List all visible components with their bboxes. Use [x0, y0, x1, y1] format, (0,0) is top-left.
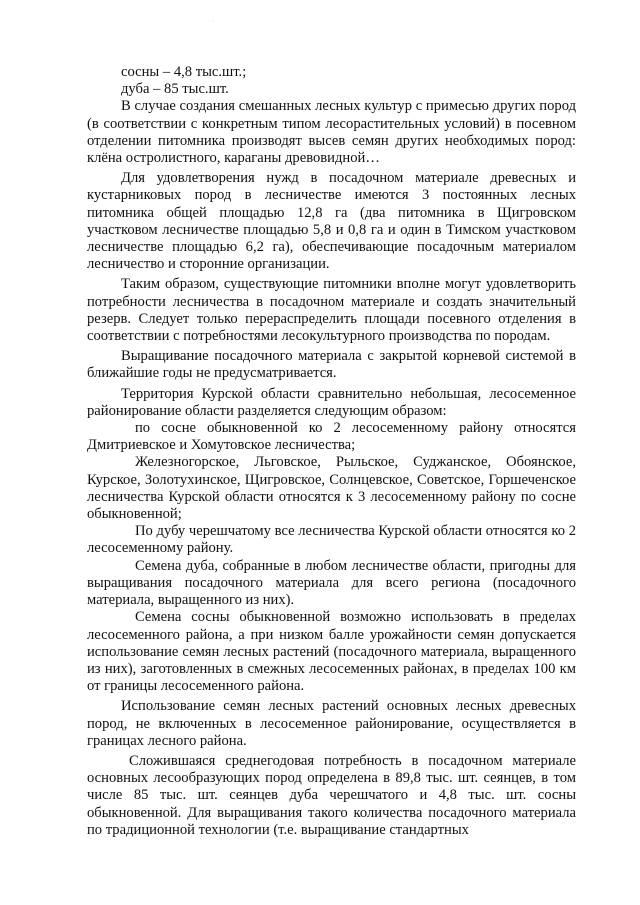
paragraph-oak-count: дуба – 85 тыс.шт.	[121, 81, 229, 98]
document-body	[87, 64, 576, 839]
paragraph-pine-seeds: Семена сосны обыкновенной возможно использовать в пределах лесосеменного района, а при низком балле урожайности семян допускается использование семян лесных растений (посадочного материала, выращенного из них), заготовленных в смежных лесосеменных районах, в пределах 100 км от границы лесосеменного района.	[87, 609, 576, 695]
paragraph-nurseries: Для удовлетворения нужд в посадочном материале древесных и кустарниковых пород в лесничестве имеются 3 постоянных лесных питомника общей площадью 12,8 га (два питомника в Щигровском участковом лесничестве площадью 5,8 и 0,8 га и один в Тимском участковом лесничестве площадью 6,2 га), обеспечивающие посадочным материалом лесничество и сторонние организации.	[87, 170, 576, 273]
paragraph-zoning: Территория Курской области сравнительно небольшая, лесосеменное районирование области разделяется следующим образом:	[87, 385, 576, 419]
page-mark: ˑ	[212, 17, 215, 27]
paragraph-annual-demand: Сложившаяся среднегодовая потребность в посадочном материале основных лесообразующих пород определена в 89,8 тыс. шт. сеянцев, в том числе 85 тыс. шт. сеянцев дуба черешчатого и 4,8 тыс. шт. сосны обыкновенной. Для выращивания такого количества посадочного материала по традиционной технологии (т.е. выращивание стандартных	[87, 752, 576, 838]
paragraph-oak-zone: По дубу черешчатому все лесничества Курской области относятся ко 2 лесосеменному району.	[87, 523, 576, 557]
paragraph-mixed-cultures: В случае создания смешанных лесных культур с примесью других пород (в соответствии с конкретным типом лесорастительных условий) в посевном отделении питомника производят высев семян других необходимых пород: клёна остролистного, караганы древовидной…	[87, 98, 576, 167]
paragraph-pine-count: сосны – 4,8 тыс.шт.;	[121, 64, 247, 80]
paragraph-pine-zone-2: по сосне обыкновенной ко 2 лесосеменному району относятся Дмитриевское и Хомутовское лесничества;	[87, 420, 576, 454]
paragraph-closed-root: Выращивание посадочного материала с закрытой корневой системой в ближайшие годы не предусматривается.	[87, 348, 576, 382]
paragraph-other-species: Использование семян лесных растений основных лесных древесных пород, не включенных в лесосеменное районирование, осуществляется в границах лесного района.	[87, 698, 576, 749]
paragraph-oak-seeds: Семена дуба, собранные в любом лесничестве области, пригодны для выращивания посадочного материала для всего региона (посадочного материала, выращенного из них).	[87, 557, 576, 609]
paragraph-reserve: Таким образом, существующие питомники вполне могут удовлетворить потребности лесничества в посадочном материале и создать значительный резерв. Следует только перераспределить площади посевного отделения в соответствии с потребностями лесокультурного производства по породам.	[87, 276, 576, 345]
paragraph-pine-zone-3: Железногорское, Льговское, Рыльское, Суджанское, Обоянское, Курское, Золотухинское, Щигровское, Солнцевское, Советское, Горшеченское лесничества Курской области относятся к 3 лесосеменному району по сосне обыкновенной;	[87, 454, 576, 523]
